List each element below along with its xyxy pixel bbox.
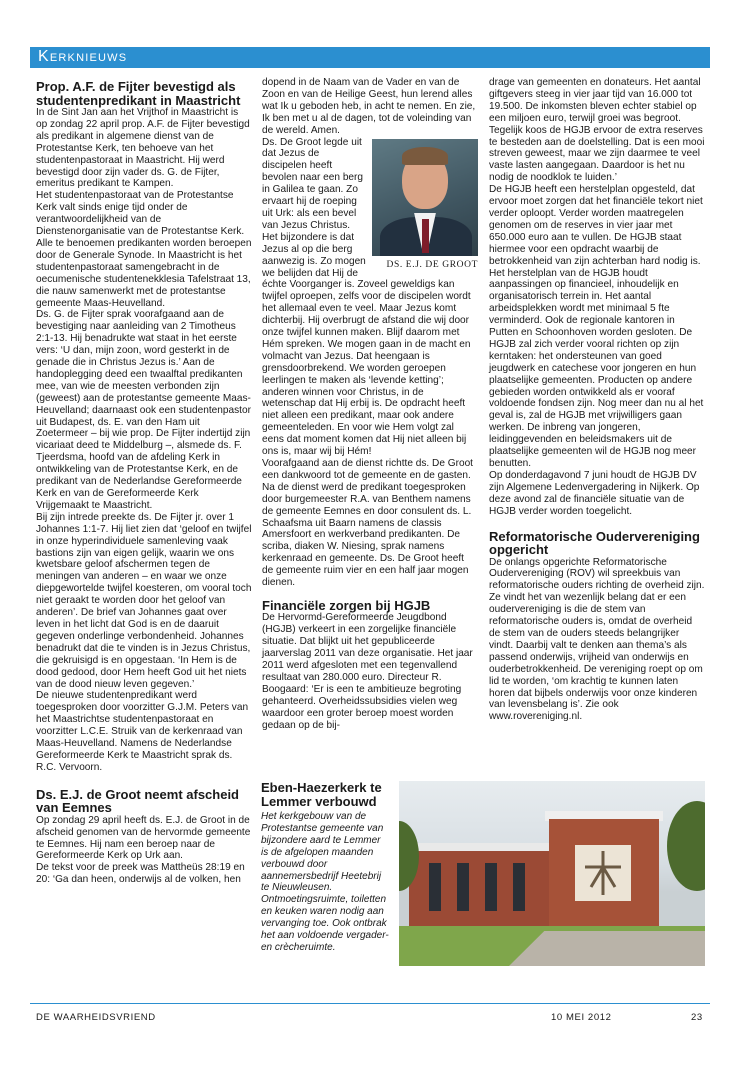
box-text — [261, 781, 389, 964]
section-banner — [30, 47, 710, 68]
article-paragraph: dopend in de Naam van de Vader en van de Zoon en van de Heilige Geest, hun lerend alles wat Ik u geboden heb, in acht te nemen. En zie, Ik ben met u al de dagen, tot de voleinding van de wereld. Amen. — [262, 77, 476, 136]
footer-publication: DE WAARHEIDSVRIEND — [36, 1012, 156, 1023]
article-paragraph: Op donderdagavond 7 juni houdt de HGJB DV zijn Algemene Ledenvergadering in Nijkerk. Op deze avond zal de financiële situatie van de HGJB verder worden toegelicht. — [489, 469, 700, 517]
photo-caption: DS. E.J. DE GROOT — [386, 259, 478, 270]
church-photo — [399, 781, 705, 966]
article-paragraph: Ds. G. de Fijter sprak voorafgaand aan de bevestiging naar aanleiding van 2 Timotheus 2:1-13. Hij benadrukte wat staat in het eerste vers: ‘U dan, mijn zoon, word gesterkt in de genade die in Christus Jezus is.’ Aan de handoplegging deed een twaalftal predikanten mee, van wie de meesten verbonden zijn (geweest) aan de protestantse gemeente Maas-Heuvelland; daarnaast ook een studentenpastor uit Budapest, ds. E. van den Ham uit Zoetermeer – bij wie prop. De Fijter indertijd zijn vicariaat deed te Middelburg –, alsmede ds. F. Tjeerdsma, hoofd van de afdeling Kerk in ontwikkeling van de Protestantse Kerk, en de predikant van de Nederlandse Gereformeerde Kerk en van de Gereformeerde Kerk Vrijgemaakt te Maastricht. — [36, 309, 251, 511]
column-3 — [489, 77, 705, 723]
article-paragraph: drage van gemeenten en donateurs. Het aantal giftgevers steeg in vier jaar tijd van 16.000 tot 19.500. De inkomsten bleven echter stabiel op een miljoen euro, terwijl groei was begroot. Tegelijk koos de HGJB ervoor de extra reserves te besteden aan de doelstelling. Dat is een mooi streven geweest, maar we zijn daarmee te veel vaste lasten aangegaan. Daardoor is het nu nodig de noodklok te luiden.’ — [489, 77, 705, 184]
article-title: Ds. E.J. de Groot neemt afscheid van Eemnes — [36, 786, 239, 816]
box-caption: Het kerkgebouw van de Protestantse gemeente van bijzondere aard te Lemmer is de afgelopen maanden verbouwd door aannemersbedrijf Heetebrij te Nieuwleusen. Ontmoetingsruimte, toiletten en keuken waren nodig aan vervanging toe. Ook ontbrak het aan voldoende vergader- en crècheruimte. — [261, 811, 389, 953]
article-paragraph: De nieuwe studentenpredikant werd toegesproken door voorzitter G.J.M. Peters van het Maastrichtse studentenpastoraat en voorzitter L.C.E. Struik van de kerkenraad van Maas-Heuvelland. Namens de Nederlandse Gereformeerde Kerk te Maastricht sprak ds. R.C. Vervoorn. — [36, 690, 249, 773]
article-title: Financiële zorgen bij HGJB — [262, 597, 431, 613]
column-1 — [36, 80, 252, 886]
article-paragraph: Het studentenpastoraat van de Protestantse Kerk valt sinds enige tijd onder de verantwoordelijkheid van de Dienstenorganisatie van de Protestantse Kerk. Alle te benoemen predikanten worden beroepen door de Generale Synode. In Maastricht is het studentenpastoraat samengebracht in de oecumenische studentenekklesia Tafelstraat 13, die nauw samenwerkt met de protestantse gemeente Maas-Heuvelland. — [36, 190, 252, 309]
article-paragraph: Op zondag 29 april heeft ds. E.J. de Groot in de afscheid genomen van de hervormde gemeente te Eemnes. Hij nam een beroep naar de Gereformeerde Kerk op Urk aan. — [36, 814, 251, 862]
article-paragraph: De HGJB heeft een herstelplan opgesteld, dat ervoor moet zorgen dat het financiële tekort niet verder oploopt. Verder worden maatregelen genomen om de reserves in vier jaar met 650.000 euro aan te vullen. De HGJB staat hiermee voor een opdracht waarbij de betrokkenheid van zijn achterban hard nodig is. Het herstelplan van de HGJB houdt aanpassingen op financieel, inhoudelijk en organisatorisch terrein in. Het aantal arbeidsplekken wordt met minimaal 5 fte verminderd. Ook de regionale kantoren in Putten en Schoonhoven worden gesloten. De HGJB zal zich verder vooral richten op zijn kerntaken: het ondersteunen van goed jeugdwerk en catechese voor jongeren en hun plaatselijke gemeenten. Producten op andere gebieden worden ontwikkeld als er vooraf voldoende fondsen zijn. Nog meer dan nu al het geval is, zal de HGJB met vrijwilligers gaan werken. De inbreng van jongeren, leidinggevenden en beleidsmakers uit de plaatselijke gemeenten wil de HGJB nog meer benutten. — [489, 184, 704, 469]
article-title: Prop. A.F. de Fijter bevestigd als studentenpredikant in Maastricht — [36, 79, 241, 108]
article-paragraph: De Hervormd-Gereformeerde Jeugdbond (HGJB) verkeert in een zorgelijke financiële situatie. Dat blijkt uit het gepubliceerde jaarverslag 2011 van deze organisatie. Het jaar 2011 werd afgesloten met een tegenvallend resultaat van 280.000 euro. Directeur R. Boogaard: ‘Er is een te ambitieuze begroting gehanteerd. Overheidssubsidies vielen weg waardoor een groter beroep moest worden gedaan op de bij- — [262, 612, 473, 731]
article-paragraph: De tekst voor de preek was Mattheüs 28:19 en 20: ‘Ga dan heen, onderwijs al de volken, hen — [36, 862, 245, 886]
article-title: Reformatorische Oudervereniging opgericht — [489, 528, 700, 558]
footer-date: 10 MEI 2012 — [551, 1012, 612, 1023]
column-2 — [262, 77, 478, 732]
article-paragraph: Voorafgaand aan de dienst richtte ds. De Groot een dankwoord tot de gemeente en de gasten. Na de dienst werd de predikant toegesproken door burgemeester R.A. van Benthem namens de gemeente Eemnes en door consulent ds. L. Schaafsma uit Baarn namens de classis Amersfoort en werkverband predikanten. De scriba, diaken W. Niesing, sprak namens kerkenraad en gemeente. Ds. De Groot heeft de gemeente ruim vier en een half jaar mogen dienen. — [262, 458, 473, 589]
church-box — [261, 781, 705, 966]
box-title: Eben-Haezerkerk te Lemmer verbouwd — [261, 780, 382, 809]
article-paragraph: De onlangs opgerichte Reformatorische Oudervereniging (ROV) wil spreekbuis van reformatorische ouders richting de overheid zijn. Ze vindt het van wezenlijk belang dat er een oudervereniging is die de stem van reformatorische ouders is, omdat de overheid de stem van de ouders steeds belangrijker vindt. Daarbij valt te denken aan thema’s als passend onderwijs, vrijheid van onderwijs en ouderbetrokkenheid. De vereniging roept op om lid te worden, ‘om krachtig te kunnen laten horen dat bijbels onderwijs voor onze kinderen van levensbelang is’. Zie ook www.rovereniging.nl. — [489, 556, 705, 723]
portrait-figure — [372, 139, 478, 271]
footer-page-number: 23 — [691, 1012, 703, 1023]
article-paragraph: In de Sint Jan aan het Vrijthof in Maastricht is op zondag 22 april prop. A.F. de Fijter bevestigd als predikant in algemene dienst van de Protestantse Kerk, ten behoeve van het studentenpastoraat in Maastricht. Hij werd bevestigd door zijn vader ds. G. de Fijter, emeritus predikant te Kampen. — [36, 107, 250, 190]
footer-divider — [30, 1003, 710, 1004]
section-title: Kerknieuws — [38, 48, 128, 65]
portrait-photo — [372, 139, 478, 256]
article-paragraph: Bij zijn intrede preekte ds. De Fijter jr. over 1 Johannes 1:1-7. Hij liet zien dat ‘geloof en twijfel in onze hyperindividuele samenleving vaak bastions zijn van eigen gelijk, waarin we ons kwetsbare geloof afschermen tegen de meningen van anderen – en waar we onze diepgewortelde twijfel koesteren, om vooral toch niet geraakt te worden door het geloof van anderen’. De brief van Johannes gaat over leven in het licht dat God is en de daaruit gegeven onderlinge verbondenheid. Johannes benadrukt dat die te vinden is in Jezus Christus, die gekruisigd is en opgestaan. ‘In Hem is de dood gedood, door Hem heeft God uit het niets van de dood nieuw leven gegeven.’ — [36, 511, 252, 690]
church-emblem-icon — [575, 845, 631, 901]
article-paragraph: Ds. De Groot legde uit dat Jezus de discipelen heeft bevolen naar een berg in Galilea te gaan. Zo ervaart hij de roeping uit Urk: als een bevel van Jezus Christus. Het bijzondere is dat Jezus al op die berg aanwezig is. Zo mogen we belijden dat Hij de échte Voorganger is. Zoveel geweldigs kan twijfel oproepen, zelfs voor de discipelen wordt het allemaal even te veel. Maar Jezus komt dichterbij. Hij overbrugt de afstand die wij door onze twijfel kunnen maken. Blijf daarom met Hém spreken. We mogen gaan in de macht en volmacht van Jezus. Dat heengaan is grensdoorbrekend. We worden geroepen leerlingen te maken als ‘levende ketting’; anderen winnen voor Christus, in de wetenschap dat Hij erbij is. De opdracht heeft niet alleen een predikant, maar ook andere gemeenteleden. En voor wie Hem volgt zal eens dat moment komen dat Hij niet alleen bij ons is, maar wij bij Hém! — [262, 136, 471, 458]
